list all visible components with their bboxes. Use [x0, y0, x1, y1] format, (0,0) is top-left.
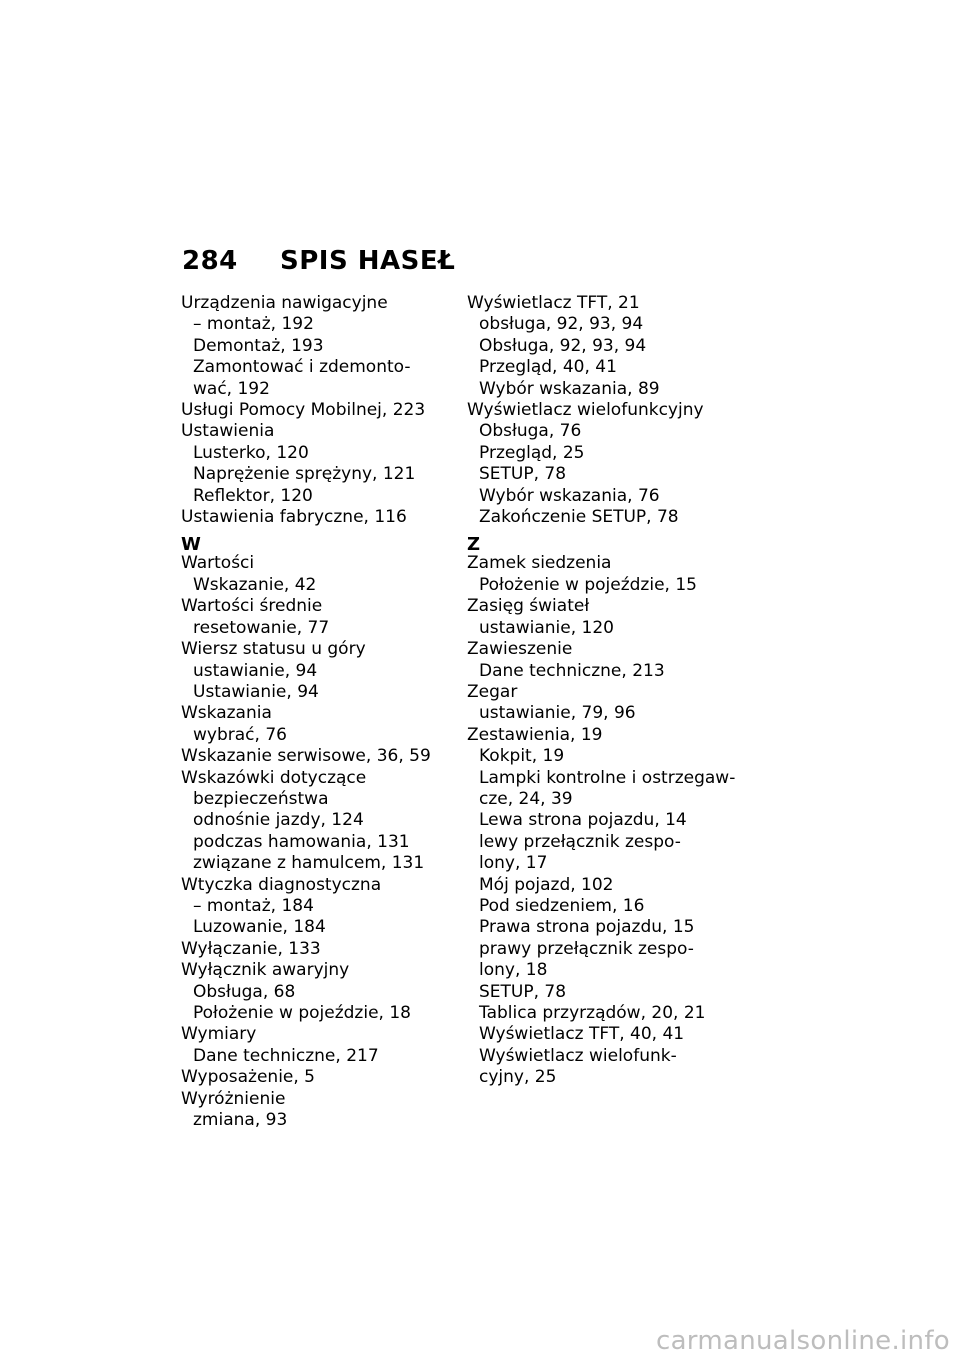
- index-subentry: Obsługa, 92, 93, 94: [479, 335, 647, 356]
- index-subentry: bezpieczeństwa: [193, 788, 329, 809]
- index-subentry: Demontaż, 193: [193, 335, 324, 356]
- index-subentry: – montaż, 192: [193, 314, 314, 335]
- index-entry: Wtyczka diagnostyczna: [181, 874, 382, 895]
- index-subentry: SETUP, 78: [479, 981, 567, 1002]
- index-entry: Zawieszenie: [467, 639, 573, 660]
- index-subentry: Lewa strona pojazdu, 14: [479, 810, 687, 831]
- index-subentry: SETUP, 78: [479, 464, 567, 485]
- index-subentry: Dane techniczne, 217: [193, 1045, 379, 1066]
- index-subentry: Przegląd, 25: [479, 442, 585, 463]
- index-subentry: Tablica przyrządów, 20, 21: [479, 1003, 706, 1023]
- index-entry: Wyłącznik awaryjny: [181, 960, 350, 981]
- index-subentry: Zakończenie SETUP, 78: [479, 507, 679, 528]
- index-subentry: Pod siedzeniem, 16: [479, 895, 645, 916]
- page-title: SPIS HASEŁ: [280, 246, 456, 276]
- index-entry: Wartości: [181, 553, 255, 574]
- index-entry: Wartości średnie: [181, 596, 323, 617]
- index-subentry: ustawianie, 79, 96: [479, 703, 636, 724]
- index-entry: Wyposażenie, 5: [181, 1067, 315, 1088]
- index-entry: Urządzenia nawigacyjne: [181, 293, 388, 313]
- index-subentry: prawy przełącznik zespo-: [479, 938, 694, 959]
- index-subentry: Lusterko, 120: [193, 442, 309, 463]
- index-subentry: Reflektor, 120: [193, 485, 313, 506]
- index-subentry: Dane techniczne, 213: [479, 660, 665, 681]
- index-entry: Wskazówki dotyczące: [181, 767, 367, 788]
- index-subentry: Obsługa, 68: [193, 981, 296, 1002]
- index-entry: Wyświetlacz wielofunkcyjny: [467, 400, 704, 421]
- index-subentry: obsługa, 92, 93, 94: [479, 314, 644, 335]
- index-subentry: Wyświetlacz TFT, 40, 41: [479, 1024, 685, 1045]
- index-entry: Wyróżnienie: [181, 1088, 286, 1109]
- index-subentry: Ustawianie, 94: [193, 681, 319, 702]
- section-letter: Z: [467, 534, 481, 556]
- index-entry: Ustawienia fabryczne, 116: [181, 507, 407, 528]
- index-subentry: cze, 24, 39: [479, 788, 573, 809]
- index-subentry: lony, 17: [479, 853, 548, 874]
- index-subentry: resetowanie, 77: [193, 617, 330, 638]
- index-subentry: Wskazanie, 42: [193, 574, 317, 595]
- index-subentry: Obsługa, 76: [479, 421, 582, 442]
- index-subentry: podczas hamowania, 131: [193, 831, 410, 852]
- index-entry: Wyłączanie, 133: [181, 938, 321, 959]
- index-subentry: lewy przełącznik zespo-: [479, 831, 681, 852]
- index-entry: Wskazania: [181, 703, 272, 724]
- index-entry: Wskazanie serwisowe, 36, 59: [181, 746, 431, 767]
- section-letter: W: [181, 534, 201, 556]
- index-subentry: wać, 192: [193, 378, 270, 399]
- page-header: [182, 246, 455, 276]
- index-entry: Wyświetlacz TFT, 21: [467, 293, 640, 313]
- watermark-text[interactable]: carmanualsonline.info: [655, 1326, 950, 1356]
- index-entry: Usługi Pomocy Mobilnej, 223: [181, 400, 426, 421]
- index-subentry: Wyświetlacz wielofunk-: [479, 1045, 677, 1066]
- index-subentry: Wybór wskazania, 76: [479, 485, 660, 506]
- index-entry: Ustawienia: [181, 421, 275, 442]
- index-subentry: Naprężenie sprężyny, 121: [193, 464, 416, 485]
- index-subentry: odnośnie jazdy, 124: [193, 810, 364, 831]
- index-subentry: Luzowanie, 184: [193, 917, 326, 938]
- index-subentry: ustawianie, 120: [479, 617, 614, 638]
- index-entry: Zestawienia, 19: [467, 724, 603, 745]
- index-subentry: Położenie w pojeździe, 18: [193, 1003, 411, 1023]
- index-subentry: Prawa strona pojazdu, 15: [479, 917, 695, 938]
- index-subentry: Położenie w pojeździe, 15: [479, 574, 697, 595]
- index-entry: Zegar: [467, 681, 518, 702]
- index-subentry: Zamontować i zdemonto-: [193, 357, 411, 378]
- index-subentry: lony, 18: [479, 960, 548, 981]
- index-subentry: cyjny, 25: [479, 1067, 557, 1088]
- index-subentry: wybrać, 76: [193, 724, 287, 745]
- index-subentry: – montaż, 184: [193, 895, 314, 916]
- index-entry: Zamek siedzenia: [467, 553, 612, 574]
- index-entry: Wiersz statusu u góry: [181, 639, 366, 660]
- index-subentry: Lampki kontrolne i ostrzegaw-: [479, 767, 736, 788]
- index-subentry: Kokpit, 19: [479, 746, 565, 767]
- index-subentry: ustawianie, 94: [193, 660, 318, 681]
- index-subentry: Wybór wskazania, 89: [479, 378, 660, 399]
- index-column-left: [181, 293, 451, 1131]
- index-column-right: [467, 293, 757, 1089]
- index-entry: Zasięg świateł: [467, 596, 590, 617]
- index-subentry: związane z hamulcem, 131: [193, 853, 425, 874]
- page-number: 284: [182, 246, 238, 276]
- index-subentry: Mój pojazd, 102: [479, 874, 614, 895]
- index-entry: Wymiary: [181, 1024, 257, 1045]
- index-subentry: zmiana, 93: [193, 1110, 288, 1131]
- index-subentry: Przegląd, 40, 41: [479, 357, 617, 378]
